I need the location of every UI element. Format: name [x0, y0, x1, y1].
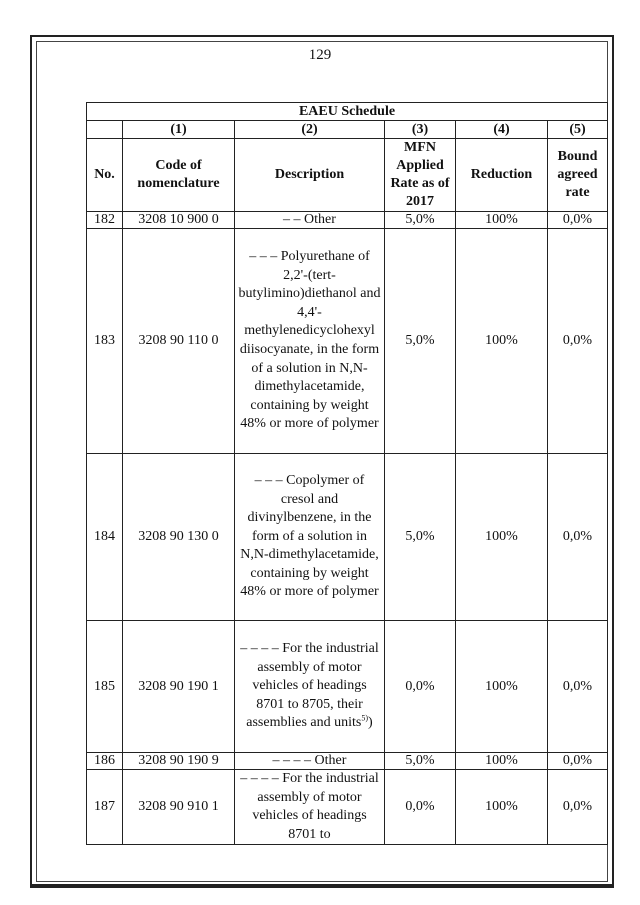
- table-row: [87, 212, 608, 229]
- cell-mfn-rate: 5,0%: [385, 229, 456, 454]
- cell-mfn-rate: 0,0%: [385, 770, 456, 845]
- cell-no: 187: [87, 770, 123, 845]
- column-number: (3): [385, 121, 456, 139]
- cell-no: 182: [87, 212, 123, 229]
- cell-no: 183: [87, 229, 123, 454]
- column-header-row: [87, 139, 608, 212]
- cell-reduction: 100%: [456, 229, 548, 454]
- column-number: (1): [123, 121, 235, 139]
- cell-mfn-rate: 5,0%: [385, 753, 456, 770]
- header-code: Code of nomenclature: [123, 139, 235, 212]
- cell-mfn-rate: 0,0%: [385, 621, 456, 753]
- cell-description: – – – – For the industrial assembly of motor vehicles of headings 8701 to: [235, 770, 385, 845]
- cell-code: 3208 90 190 9: [123, 753, 235, 770]
- cell-no: 184: [87, 454, 123, 621]
- cell-no: 186: [87, 753, 123, 770]
- cell-bound-rate: 0,0%: [548, 454, 608, 621]
- cell-code: 3208 90 190 1: [123, 621, 235, 753]
- cell-bound-rate: 0,0%: [548, 753, 608, 770]
- table-row: [87, 770, 608, 845]
- cell-bound-rate: 0,0%: [548, 229, 608, 454]
- cell-description: – – – – Other: [235, 753, 385, 770]
- cell-code: 3208 90 110 0: [123, 229, 235, 454]
- table-row: [87, 621, 608, 753]
- cell-bound-rate: 0,0%: [548, 621, 608, 753]
- eaeu-schedule-table: [86, 102, 608, 845]
- table-row: [87, 454, 608, 621]
- cell-no: 185: [87, 621, 123, 753]
- page-number: 129: [308, 47, 332, 63]
- header-mfn-rate: MFN Applied Rate as of 2017: [385, 139, 456, 212]
- column-number: (2): [235, 121, 385, 139]
- cell-description: – – – Copolymer of cresol and divinylbenzene, in the form of a solution in N,N-dimethylacetamide, containing by weight 48% or more of polymer: [235, 454, 385, 621]
- cell-reduction: 100%: [456, 770, 548, 845]
- cell-bound-rate: 0,0%: [548, 212, 608, 229]
- column-number-row: [87, 121, 608, 139]
- cell-reduction: 100%: [456, 454, 548, 621]
- cell-reduction: 100%: [456, 212, 548, 229]
- header-reduction: Reduction: [456, 139, 548, 212]
- cell-description: – – – – For the industrial assembly of motor vehicles of headings 8701 to 8705, their assemblies and units$^{5)}$): [235, 621, 385, 753]
- header-no: No.: [87, 139, 123, 212]
- cell-mfn-rate: 5,0%: [385, 212, 456, 229]
- cell-code: 3208 10 900 0: [123, 212, 235, 229]
- cell-code: 3208 90 910 1: [123, 770, 235, 845]
- cell-reduction: 100%: [456, 753, 548, 770]
- header-description: Description: [235, 139, 385, 212]
- cell-description: – – Other: [235, 212, 385, 229]
- description-text: – – – – For the industrial assembly of motor vehicles of headings 8701 to 8705, their assemblies and units: [240, 641, 379, 731]
- cell-code: 3208 90 130 0: [123, 454, 235, 621]
- cell-bound-rate: 0,0%: [548, 770, 608, 845]
- cell-reduction: 100%: [456, 621, 548, 753]
- cell-mfn-rate: 5,0%: [385, 454, 456, 621]
- cell-description: – – – Polyurethane of 2,2'-(tert-butylimino)diethanol and 4,4'-methylenedicyclohexyl diisocyanate, in the form of a solution in N,N-dimethylacetamide, containing by weight 48% or more of polymer: [235, 229, 385, 454]
- table-row: [87, 753, 608, 770]
- table-title: EAEU Schedule: [87, 103, 608, 121]
- page-frame-bottom-rule: [30, 884, 614, 888]
- column-number-blank: [87, 121, 123, 139]
- column-number: (4): [456, 121, 548, 139]
- footnote-marker: 5): [361, 713, 369, 723]
- table-row: [87, 229, 608, 454]
- header-bound-rate: Bound agreed rate: [548, 139, 608, 212]
- table-title-row: [87, 103, 608, 121]
- column-number: (5): [548, 121, 608, 139]
